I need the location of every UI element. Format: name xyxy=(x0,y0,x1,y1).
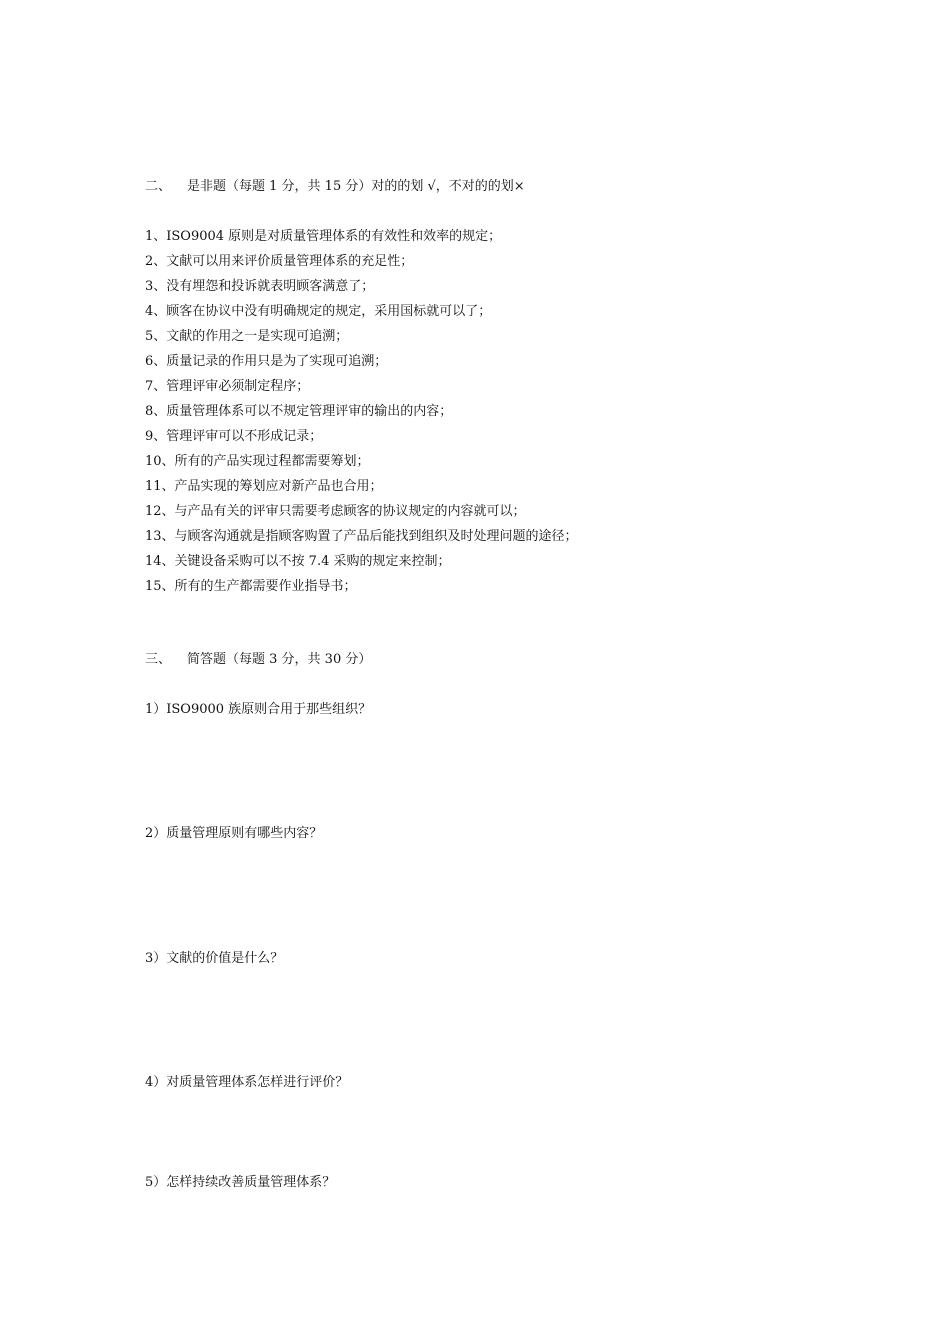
true-false-item-5: 5、文献的作用之一是实现可追溯； xyxy=(145,329,349,344)
short-answer-question-5: 5）怎样持续改善质量管理体系？ xyxy=(145,1175,336,1190)
true-false-item-7: 7、管理评审必须制定程序； xyxy=(145,379,310,394)
true-false-item-11: 11、产品实现的筹划应对新产品也合用； xyxy=(145,479,383,494)
true-false-item-2: 2、文献可以用来评价质量管理体系的充足性； xyxy=(145,254,414,269)
true-false-item-13: 13、与顾客沟通就是指顾客购置了产品后能找到组织及时处理问题的途径； xyxy=(145,529,578,544)
true-false-item-6: 6、质量记录的作用只是为了实现可追溯； xyxy=(145,354,388,369)
true-false-item-9: 9、管理评审可以不形成记录； xyxy=(145,429,323,444)
short-answer-question-3: 3）文献的价值是什么？ xyxy=(145,951,284,966)
short-answer-question-2: 2）质量管理原则有哪些内容？ xyxy=(145,826,323,841)
short-answer-question-1: 1）ISO9000 族原则合用于那些组织？ xyxy=(145,702,372,717)
true-false-item-3: 3、没有埋怨和投诉就表明顾客满意了； xyxy=(145,279,375,294)
true-false-item-4: 4、顾客在协议中没有明确规定的规定，采用国标就可以了； xyxy=(145,304,492,319)
section-3-heading xyxy=(145,652,371,668)
section-3-title: 简答题（每题 3 分，共 30 分） xyxy=(187,652,372,667)
section-3-number: 三、 xyxy=(145,652,172,667)
true-false-item-14: 14、关键设备采购可以不按 7.4 采购的规定来控制； xyxy=(145,554,451,569)
section-2-heading xyxy=(145,179,525,195)
section-2-title: 是非题（每题 1 分，共 15 分）对的的划 √，不对的的划× xyxy=(187,179,525,194)
true-false-item-1: 1、ISO9004 原则是对质量管理体系的有效性和效率的规定； xyxy=(145,229,502,244)
true-false-item-8: 8、质量管理体系可以不规定管理评审的输出的内容； xyxy=(145,404,453,419)
true-false-item-12: 12、与产品有关的评审只需要考虑顾客的协议规定的内容就可以； xyxy=(145,504,526,519)
true-false-item-10: 10、所有的产品实现过程都需要筹划； xyxy=(145,454,370,469)
section-2-number: 二、 xyxy=(145,179,172,194)
true-false-item-15: 15、所有的生产都需要作业指导书； xyxy=(145,579,357,594)
short-answer-question-4: 4）对质量管理体系怎样进行评价？ xyxy=(145,1075,349,1090)
